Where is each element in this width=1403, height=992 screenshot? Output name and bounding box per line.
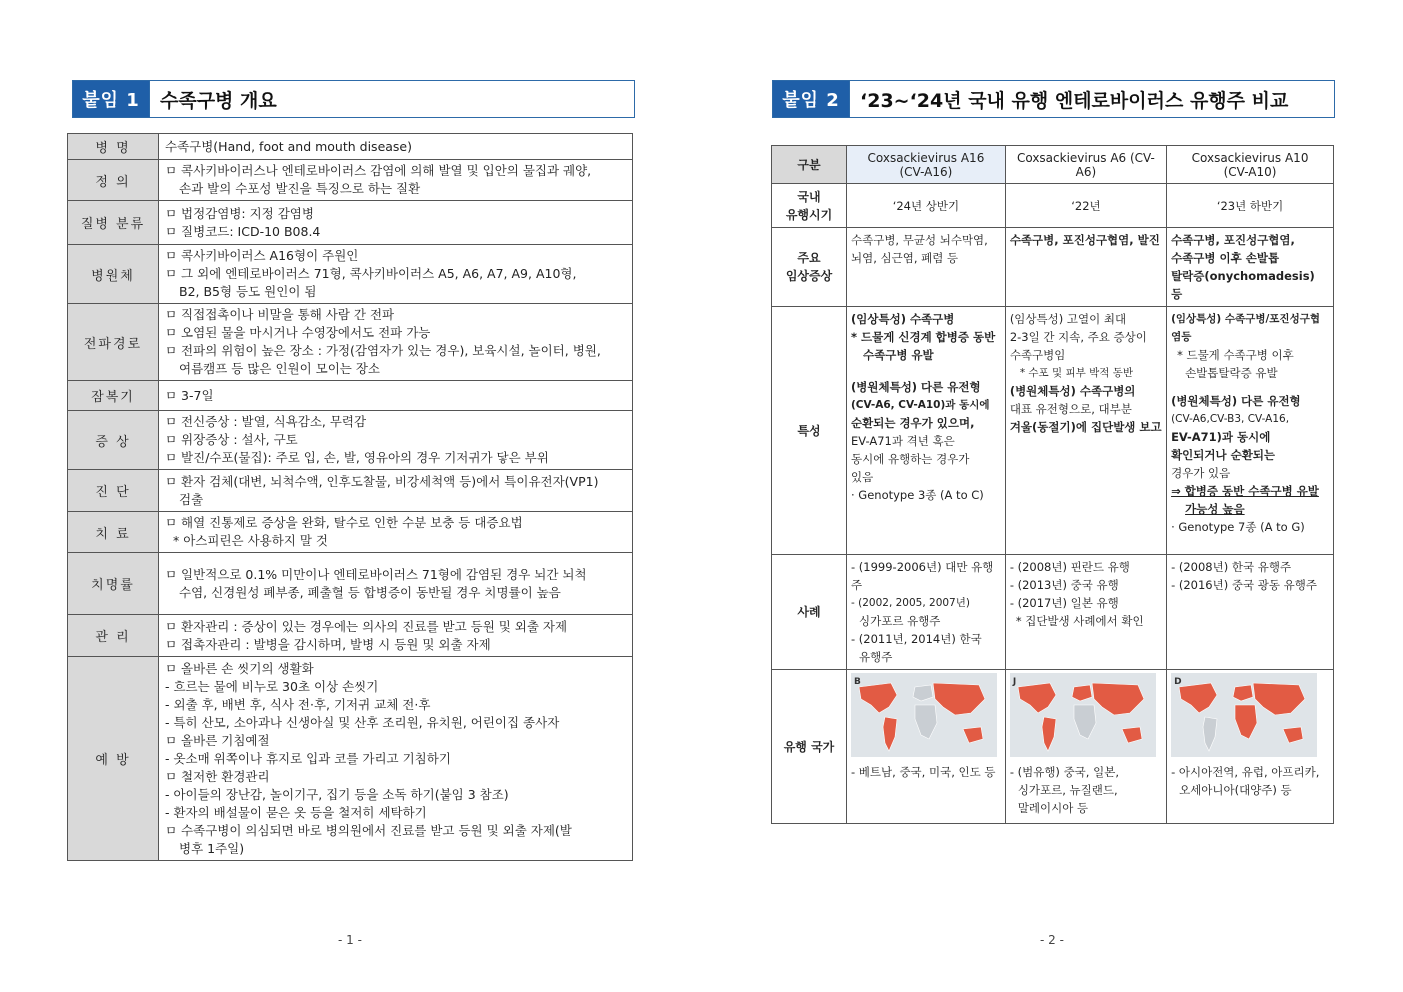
map-region-australia bbox=[1283, 727, 1303, 743]
features-a6-line: 겨울(동절기)에 집단발생 보고 bbox=[1009, 420, 1162, 434]
cases-a6-line: - (2008년) 핀란드 유행 bbox=[1009, 560, 1130, 574]
overview-line: - 흐르는 물에 비누로 30초 이상 손씻기 bbox=[165, 678, 379, 694]
overview-row-value bbox=[159, 304, 633, 381]
features-a6-line: (임상특성) 고열이 최대 bbox=[1009, 312, 1127, 326]
overview-line: ㅁ 환자 검체(대변, 뇌척수액, 인후도찰물, 비강세척액 등)에서 특이유전자(VP1) bbox=[165, 473, 599, 489]
features-a10-line: 경우가 있음 bbox=[1171, 466, 1231, 480]
overview-row bbox=[68, 201, 633, 245]
overview-row-value bbox=[159, 615, 633, 657]
world-map-a10 bbox=[1171, 673, 1317, 757]
overview-row bbox=[68, 245, 633, 304]
overview-row-value bbox=[159, 657, 633, 861]
cases-a10-line: - (2016년) 중국 광동 유행주 bbox=[1171, 578, 1317, 592]
features-a16-line: 있음 bbox=[851, 470, 874, 484]
overview-row-value bbox=[159, 381, 633, 411]
symptoms-a6: 수족구병, 포진성구협염, 발진 bbox=[1005, 228, 1166, 307]
overview-row-label: 병 명 bbox=[68, 134, 159, 160]
overview-line: ㅁ 올바른 손 씻기의 생활화 bbox=[165, 660, 314, 676]
map-region-africa bbox=[1235, 705, 1257, 739]
overview-row-value bbox=[159, 134, 633, 160]
page1-header bbox=[72, 80, 635, 118]
header-category: 구분 bbox=[772, 146, 847, 184]
overview-row-value bbox=[159, 245, 633, 304]
overview-row bbox=[68, 411, 633, 470]
page2-tag: 붙임 2 bbox=[773, 81, 849, 117]
countries-a6-line: 말레이시아 등 bbox=[1017, 801, 1089, 815]
overview-row-label: 증 상 bbox=[68, 411, 159, 470]
overview-row-label: 관 리 bbox=[68, 615, 159, 657]
features-a10-line: 가능성 높음 bbox=[1185, 502, 1245, 516]
overview-line: ㅁ 콕사키바이러스 A16형이 주원인 bbox=[165, 248, 359, 263]
page1-tag: 붙임 1 bbox=[73, 81, 149, 117]
features-a6-line: (병원체특성) 수족구병의 bbox=[1009, 384, 1136, 398]
features-a6-line: 2-3일 간 지속, 주요 증상이 bbox=[1009, 330, 1147, 344]
countries-a6-line: - (범유행) 중국, 일본, bbox=[1009, 765, 1119, 779]
overview-row-label: 질병 분류 bbox=[68, 201, 159, 245]
overview-row bbox=[68, 304, 633, 381]
cases-a6 bbox=[1005, 555, 1166, 670]
overview-line: ㅁ 오염된 물을 마시거나 수영장에서도 전파 가능 bbox=[165, 325, 431, 340]
period-a10: ‘23년 하반기 bbox=[1167, 184, 1334, 228]
cases-a16-line: - (1999-2006년) 대만 유행주 bbox=[851, 560, 994, 592]
features-a16-line: 순환되는 경우가 있으며, bbox=[851, 416, 975, 430]
symptoms-a16 bbox=[847, 228, 1006, 307]
overview-line: 병후 1주일) bbox=[179, 840, 245, 856]
overview-row-value bbox=[159, 470, 633, 512]
map-region-south-america bbox=[883, 717, 897, 751]
features-a6 bbox=[1005, 307, 1166, 555]
overview-line: ㅁ 발진/수포(물집): 주로 입, 손, 발, 영유아의 경우 기저귀가 닿은 부위 bbox=[165, 450, 549, 465]
page2-header bbox=[772, 80, 1335, 118]
countries-a16-text: - 베트남, 중국, 미국, 인도 등 bbox=[851, 765, 996, 779]
features-a10-line: 확인되거나 순환되는 bbox=[1171, 448, 1276, 462]
cases-a16-line: - (2002, 2005, 2007년) bbox=[851, 597, 970, 609]
map-region-europe bbox=[913, 685, 933, 701]
row-label-cases: 사례 bbox=[772, 555, 847, 670]
overview-line: ㅁ 전파의 위험이 높은 장소 : 가정(감염자가 있는 경우), 보육시설, 놀이터, 병원, bbox=[165, 343, 601, 358]
overview-row bbox=[68, 160, 633, 201]
map-region-asia bbox=[1092, 683, 1144, 715]
overview-line: ㅁ 환자관리 : 증상이 있는 경우에는 의사의 진료를 받고 등원 및 외출 자제 bbox=[165, 618, 568, 634]
features-a10-line: EV-A71)과 동시에 bbox=[1171, 430, 1271, 444]
features-a16-line: EV-A71과 격년 혹은 bbox=[851, 434, 955, 448]
overview-line: ㅁ 전신증상 : 발열, 식욕감소, 무력감 bbox=[165, 414, 367, 429]
features-a10-line: (병원체특성) 다른 유전형 bbox=[1171, 394, 1301, 408]
row-label-features: 특성 bbox=[772, 307, 847, 555]
overview-row-value bbox=[159, 201, 633, 245]
map-region-europe bbox=[1233, 685, 1253, 701]
map-region-north-america bbox=[1179, 683, 1217, 713]
overview-line: ㅁ 일반적으로 0.1% 미만이나 엔테로바이러스 71형에 감염된 경우 뇌간 뇌척 bbox=[165, 566, 587, 582]
map-region-asia bbox=[933, 683, 985, 715]
countries-a6 bbox=[1005, 670, 1166, 824]
overview-row bbox=[68, 134, 633, 160]
page1-number: - 1 - bbox=[338, 933, 362, 947]
overview-line: B2, B5형 등도 원인이 됨 bbox=[179, 284, 317, 299]
symptoms-a10-line: 수족구병, 포진성구협염, bbox=[1171, 233, 1295, 247]
page2-number: - 2 - bbox=[1040, 933, 1064, 947]
cases-a6-line: - (2017년) 일본 유행 bbox=[1009, 596, 1119, 610]
comparison-table bbox=[771, 145, 1334, 824]
header-cv-a16-code: (CV-A16) bbox=[899, 164, 953, 179]
overview-line: ㅁ 법정감염병: 지정 감염병 bbox=[165, 205, 314, 221]
overview-line: 검출 bbox=[179, 491, 204, 507]
features-a16-line: (병원체특성) 다른 유전형 bbox=[851, 380, 981, 394]
overview-line: ㅁ 해열 진통제로 증상을 완화, 탈수로 인한 수분 보충 등 대증요법 bbox=[165, 515, 523, 530]
overview-row-value bbox=[159, 553, 633, 615]
overview-table bbox=[67, 133, 633, 861]
overview-row bbox=[68, 381, 633, 411]
features-a10 bbox=[1167, 307, 1334, 555]
overview-row-label: 잠복기 bbox=[68, 381, 159, 411]
features-a10-line: 손발톱탈락증 유발 bbox=[1185, 366, 1278, 380]
features-a10-line: · Genotype 7종 (A to G) bbox=[1171, 520, 1305, 534]
features-a16-line: * 드물게 신경계 합병증 동반 bbox=[851, 330, 996, 344]
overview-line: 수족구병(Hand, foot and mouth disease) bbox=[165, 138, 412, 154]
overview-line: 손과 발의 수포성 발진을 특징으로 하는 질환 bbox=[179, 181, 421, 196]
overview-line: - 외출 후, 배변 후, 식사 전·후, 기저귀 교체 전·후 bbox=[165, 696, 431, 712]
page2-title: ‘23~‘24년 국내 유행 엔테로바이러스 유행주 비교 bbox=[849, 81, 1288, 117]
overview-line: - 옷소매 위쪽이나 휴지로 입과 코를 가리고 기침하기 bbox=[165, 750, 451, 766]
map-region-africa bbox=[1074, 705, 1096, 739]
features-a10-line: * 드물게 수족구병 이후 bbox=[1177, 348, 1294, 362]
page-1 bbox=[0, 0, 700, 992]
overview-row bbox=[68, 470, 633, 512]
symptoms-a16-line: 뇌염, 심근염, 폐렴 등 bbox=[851, 251, 959, 265]
overview-row-value bbox=[159, 512, 633, 553]
map-region-australia bbox=[1122, 727, 1142, 743]
overview-row-label: 진 단 bbox=[68, 470, 159, 512]
page1-title: 수족구병 개요 bbox=[149, 81, 277, 117]
features-a6-line: 대표 유전형으로, 대부분 bbox=[1009, 402, 1132, 416]
features-a6-line: * 수포 및 피부 박적 동반 bbox=[1019, 367, 1134, 379]
countries-a10 bbox=[1167, 670, 1334, 824]
overview-line: ㅁ 위장증상 : 설사, 구토 bbox=[165, 432, 298, 447]
overview-row-value bbox=[159, 160, 633, 201]
overview-row-label: 병원체 bbox=[68, 245, 159, 304]
map-region-europe bbox=[1072, 685, 1092, 701]
features-a16 bbox=[847, 307, 1006, 555]
header-cv-a10-name: Coxsackievirus A10 bbox=[1191, 150, 1309, 165]
symptoms-a10-line: 수족구병 이후 손발톱 bbox=[1171, 251, 1280, 265]
overview-line: * 아스피린은 사용하지 말 것 bbox=[173, 533, 328, 548]
map-region-north-america bbox=[859, 683, 897, 713]
map-region-africa bbox=[915, 705, 937, 739]
period-a6: ‘22년 bbox=[1005, 184, 1166, 228]
period-label-1: 국내 bbox=[797, 189, 821, 204]
map-a6-letter: J bbox=[1012, 677, 1017, 687]
overview-line: 여름캠프 등 많은 인원이 모이는 장소 bbox=[179, 361, 380, 376]
map-region-south-america bbox=[1042, 717, 1056, 751]
overview-row-label: 정 의 bbox=[68, 160, 159, 201]
overview-line: - 특히 산모, 소아과나 신생아실 및 산후 조리원, 유치원, 어린이집 종사자 bbox=[165, 714, 560, 730]
overview-line: ㅁ 질병코드: ICD-10 B08.4 bbox=[165, 223, 321, 239]
cases-a10 bbox=[1167, 555, 1334, 670]
symptoms-a10-line: 탈락증(onychomadesis) 등 bbox=[1171, 269, 1315, 301]
symptoms-label-1: 주요 bbox=[797, 251, 821, 265]
header-cv-a10 bbox=[1167, 146, 1334, 184]
cases-a10-line: - (2008년) 한국 유행주 bbox=[1171, 560, 1292, 574]
row-label-symptoms bbox=[772, 228, 847, 307]
period-label-2: 유행시기 bbox=[785, 207, 833, 222]
overview-row-value bbox=[159, 411, 633, 470]
header-cv-a16-name: Coxsackievirus A16 bbox=[867, 150, 985, 165]
features-a10-line: (CV-A6,CV-B3, CV-A16, bbox=[1171, 413, 1290, 425]
overview-row-label: 치명률 bbox=[68, 553, 159, 615]
features-a16-line: (CV-A6, CV-A10)과 동시에 bbox=[851, 399, 990, 411]
countries-a10-line: 오세아니아(대양주) 등 bbox=[1179, 783, 1292, 797]
overview-row-label: 치 료 bbox=[68, 512, 159, 553]
overview-line: 수염, 신경원성 폐부종, 폐출혈 등 합병증이 동반될 경우 치명률이 높음 bbox=[179, 584, 561, 600]
page-2 bbox=[702, 0, 1403, 992]
map-a10-letter: D bbox=[1174, 677, 1182, 687]
overview-line: ㅁ 직접접촉이나 비말을 통해 사람 간 전파 bbox=[165, 307, 395, 322]
world-map-a6 bbox=[1010, 673, 1156, 757]
features-a6-line: 수족구병임 bbox=[1009, 348, 1066, 362]
overview-line: ㅁ 접촉자관리 : 발병을 감시하며, 발병 시 등원 및 외출 자제 bbox=[165, 636, 491, 652]
overview-line: ㅁ 철저한 환경관리 bbox=[165, 768, 270, 784]
overview-line: ㅁ 그 외에 엔테로바이러스 71형, 콕사키바이러스 A5, A6, A7, A9, A10형, bbox=[165, 266, 577, 281]
cases-a16 bbox=[847, 555, 1006, 670]
countries-a16 bbox=[847, 670, 1006, 824]
period-a16: ‘24년 상반기 bbox=[847, 184, 1006, 228]
overview-line: - 아이들의 장난감, 놀이기구, 집기 등을 소독 하기(붙임 3 참조) bbox=[165, 786, 509, 802]
features-a10-line: (임상특성) 수족구병/포진성구협염등 bbox=[1171, 313, 1321, 343]
cases-a16-line: 유행주 bbox=[859, 650, 893, 664]
overview-row bbox=[68, 512, 633, 553]
symptoms-a10 bbox=[1167, 228, 1334, 307]
countries-a6-line: 싱가포르, 뉴질랜드, bbox=[1017, 783, 1118, 797]
cases-a6-line: * 집단발생 사례에서 확인 bbox=[1015, 614, 1144, 628]
header-cv-a16 bbox=[847, 146, 1006, 184]
cases-a16-line: 싱가포르 유행주 bbox=[859, 614, 941, 628]
row-label-period bbox=[772, 184, 847, 228]
features-a16-line: 수족구병 유발 bbox=[863, 348, 934, 362]
overview-line: ㅁ 콕사키바이러스나 엔테로바이러스 감염에 의해 발열 및 입안의 물집과 궤양, bbox=[165, 163, 592, 178]
cases-a6-line: - (2013년) 중국 유행 bbox=[1009, 578, 1119, 592]
header-cv-a10-code: (CV-A10) bbox=[1223, 164, 1277, 179]
features-a16-line: 동시에 유행하는 경우가 bbox=[851, 452, 970, 466]
overview-row bbox=[68, 553, 633, 615]
map-region-australia bbox=[963, 727, 983, 743]
overview-row bbox=[68, 657, 633, 861]
row-label-countries: 유행 국가 bbox=[772, 670, 847, 824]
world-map-a16 bbox=[851, 673, 997, 757]
overview-line: ㅁ 수족구병이 의심되면 바로 병의원에서 진료를 받고 등원 및 외출 자제(발 bbox=[165, 822, 572, 838]
features-a10-line: ⇒ 합병증 동반 수족구병 유발 bbox=[1171, 484, 1319, 498]
map-region-north-america bbox=[1018, 683, 1056, 713]
overview-row-label: 전파경로 bbox=[68, 304, 159, 381]
header-cv-a6: Coxsackievirus A6 (CV-A6) bbox=[1005, 146, 1166, 184]
overview-line: ㅁ 3-7일 bbox=[165, 387, 214, 403]
map-region-south-america bbox=[1203, 717, 1217, 751]
features-a16-line: · Genotype 3종 (A to C) bbox=[851, 488, 984, 502]
map-region-asia bbox=[1253, 683, 1305, 715]
countries-a10-line: - 아시아전역, 유럽, 아프리카, bbox=[1171, 765, 1320, 779]
overview-row bbox=[68, 615, 633, 657]
cases-a16-line: - (2011년, 2014년) 한국 bbox=[851, 632, 982, 646]
overview-line: - 환자의 배설물이 묻은 옷 등을 철저히 세탁하기 bbox=[165, 804, 427, 820]
features-a16-line: (임상특성) 수족구병 bbox=[851, 312, 955, 326]
overview-line: ㅁ 올바른 기침예절 bbox=[165, 732, 270, 748]
overview-row-label: 예 방 bbox=[68, 657, 159, 861]
map-a16-letter: B bbox=[854, 677, 861, 687]
symptoms-label-2: 임상증상 bbox=[785, 269, 833, 283]
symptoms-a16-line: 수족구병, 무균성 뇌수막염, bbox=[851, 233, 988, 247]
